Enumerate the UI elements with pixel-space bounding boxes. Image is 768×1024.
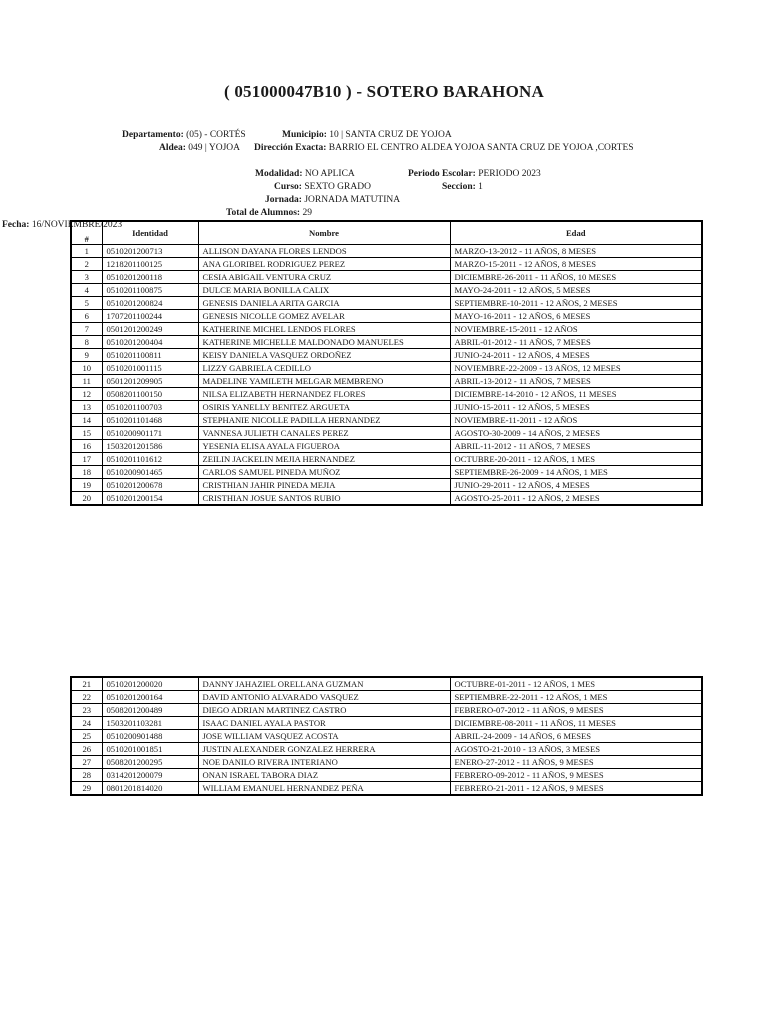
- cell-edad: AGOSTO-21-2010 - 13 AÑOS, 3 MESES: [450, 743, 702, 756]
- cell-edad: FEBRERO-09-2012 - 11 AÑOS, 9 MESES: [450, 769, 702, 782]
- cell-edad: DICIEMBRE-26-2011 - 11 AÑOS, 10 MESES: [450, 271, 702, 284]
- table-header-row: [71, 221, 702, 245]
- cell-identidad: 0510201001115: [102, 362, 198, 375]
- cell-edad: SEPTIEMBRE-26-2009 - 14 AÑOS, 1 MES: [450, 466, 702, 479]
- info-row-seccion: [442, 181, 483, 193]
- cell-number: 9: [71, 349, 102, 362]
- table-row: [71, 336, 702, 349]
- cell-nombre: ISAAC DANIEL AYALA PASTOR: [198, 717, 450, 730]
- cell-identidad: 0508201200295: [102, 756, 198, 769]
- cell-edad: OCTUBRE-20-2011 - 12 AÑOS, 1 MES: [450, 453, 702, 466]
- cell-identidad: 0510201200713: [102, 245, 198, 258]
- table-row: [71, 362, 702, 375]
- cell-nombre: ZEILIN JACKELIN MEJIA HERNANDEZ: [198, 453, 450, 466]
- cell-edad: MARZO-13-2012 - 11 AÑOS, 8 MESES: [450, 245, 702, 258]
- table-row: [71, 323, 702, 336]
- direccion-label: Dirección Exacta:: [254, 143, 327, 153]
- cell-identidad: 0510201101468: [102, 414, 198, 427]
- cell-number: 5: [71, 297, 102, 310]
- cell-nombre: CARLOS SAMUEL PINEDA MUÑOZ: [198, 466, 450, 479]
- cell-edad: NOVIEMBRE-15-2011 - 12 AÑOS: [450, 323, 702, 336]
- cell-number: 6: [71, 310, 102, 323]
- cell-edad: FEBRERO-21-2011 - 12 AÑOS, 9 MESES: [450, 782, 702, 796]
- cell-nombre: CRISTHIAN JOSUE SANTOS RUBIO: [198, 492, 450, 506]
- table-row: [71, 414, 702, 427]
- table-row: [71, 427, 702, 440]
- cell-identidad: 0510201101612: [102, 453, 198, 466]
- cell-number: 15: [71, 427, 102, 440]
- table-row: [71, 388, 702, 401]
- cell-identidad: 0510200901488: [102, 730, 198, 743]
- table-row: [71, 245, 702, 258]
- cell-edad: AGOSTO-30-2009 - 14 AÑOS, 2 MESES: [450, 427, 702, 440]
- municipio-value: 10 | SANTA CRUZ DE YOJOA: [329, 130, 452, 140]
- cell-identidad: 0314201200079: [102, 769, 198, 782]
- total-value: 29: [302, 208, 312, 218]
- cell-edad: MARZO-15-2011 - 12 AÑOS, 8 MESES: [450, 258, 702, 271]
- curso-label: Curso:: [274, 182, 302, 192]
- table-row: [71, 769, 702, 782]
- aldea-value: 049 | YOJOA: [188, 143, 240, 153]
- cell-number: 23: [71, 704, 102, 717]
- info-row-departamento: [122, 129, 246, 141]
- cell-edad: DICIEMBRE-08-2011 - 11 AÑOS, 11 MESES: [450, 717, 702, 730]
- cell-identidad: 1218201100125: [102, 258, 198, 271]
- table-row: [71, 743, 702, 756]
- cell-number: 4: [71, 284, 102, 297]
- cell-number: 20: [71, 492, 102, 506]
- cell-nombre: ANA GLORIBEL RODRIGUEZ PEREZ: [198, 258, 450, 271]
- cell-nombre: DANNY JAHAZIEL ORELLANA GUZMAN: [198, 677, 450, 691]
- cell-nombre: WILLIAM EMANUEL HERNANDEZ PEÑA: [198, 782, 450, 796]
- cell-nombre: CESIA ABIGAIL VENTURA CRUZ: [198, 271, 450, 284]
- cell-nombre: KEISY DANIELA VASQUEZ ORDOÑEZ: [198, 349, 450, 362]
- cell-identidad: 1503201103281: [102, 717, 198, 730]
- modalidad-label: Modalidad:: [255, 169, 303, 179]
- table-row: [71, 756, 702, 769]
- cell-identidad: 0510201100811: [102, 349, 198, 362]
- cell-number: 21: [71, 677, 102, 691]
- cell-edad: AGOSTO-25-2011 - 12 AÑOS, 2 MESES: [450, 492, 702, 506]
- cell-nombre: DAVID ANTONIO ALVARADO VASQUEZ: [198, 691, 450, 704]
- cell-edad: JUNIO-15-2011 - 12 AÑOS, 5 MESES: [450, 401, 702, 414]
- table-row: [71, 677, 702, 691]
- cell-edad: OCTUBRE-01-2011 - 12 AÑOS, 1 MES: [450, 677, 702, 691]
- students-table-body-part2: [71, 677, 702, 795]
- cell-number: 17: [71, 453, 102, 466]
- cell-edad: ABRIL-01-2012 - 11 AÑOS, 7 MESES: [450, 336, 702, 349]
- info-row-municipio: [282, 129, 452, 141]
- cell-number: 19: [71, 479, 102, 492]
- cell-number: 24: [71, 717, 102, 730]
- cell-identidad: 0510201200404: [102, 336, 198, 349]
- cell-number: 1: [71, 245, 102, 258]
- cell-number: 13: [71, 401, 102, 414]
- cell-number: 10: [71, 362, 102, 375]
- cell-nombre: MADELINE YAMILETH MELGAR MEMBRENO: [198, 375, 450, 388]
- cell-edad: ABRIL-24-2009 - 14 AÑOS, 6 MESES: [450, 730, 702, 743]
- table-row: [71, 440, 702, 453]
- cell-edad: ABRIL-13-2012 - 11 AÑOS, 7 MESES: [450, 375, 702, 388]
- cell-edad: DICIEMBRE-14-2010 - 12 AÑOS, 11 MESES: [450, 388, 702, 401]
- direccion-value: BARRIO EL CENTRO ALDEA YOJOA SANTA CRUZ DE YOJOA ,CORTES: [328, 143, 634, 153]
- cell-edad: SEPTIEMBRE-10-2011 - 12 AÑOS, 2 MESES: [450, 297, 702, 310]
- cell-edad: JUNIO-24-2011 - 12 AÑOS, 4 MESES: [450, 349, 702, 362]
- cell-number: 27: [71, 756, 102, 769]
- cell-nombre: NILSA ELIZABETH HERNANDEZ FLORES: [198, 388, 450, 401]
- cell-nombre: CRISTHIAN JAHIR PINEDA MEJIA: [198, 479, 450, 492]
- cell-nombre: VANNESA JULIETH CANALES PEREZ: [198, 427, 450, 440]
- table-row: [71, 691, 702, 704]
- cell-edad: JUNIO-29-2011 - 12 AÑOS, 4 MESES: [450, 479, 702, 492]
- cell-edad: MAYO-16-2011 - 12 AÑOS, 6 MESES: [450, 310, 702, 323]
- cell-number: 7: [71, 323, 102, 336]
- table-row: [71, 284, 702, 297]
- table-row: [71, 401, 702, 414]
- table-row: [71, 375, 702, 388]
- cell-edad: MAYO-24-2011 - 12 AÑOS, 5 MESES: [450, 284, 702, 297]
- cell-nombre: DULCE MARIA BONILLA CALIX: [198, 284, 450, 297]
- jornada-value: JORNADA MATUTINA: [304, 195, 401, 205]
- cell-identidad: 0510201200678: [102, 479, 198, 492]
- cell-identidad: 0501201200249: [102, 323, 198, 336]
- seccion-value: 1: [478, 182, 483, 192]
- cell-identidad: 0508201200489: [102, 704, 198, 717]
- cell-nombre: OSIRIS YANELLY BENITEZ ARGUETA: [198, 401, 450, 414]
- cell-edad: ABRIL-11-2012 - 11 AÑOS, 7 MESES: [450, 440, 702, 453]
- cell-edad: NOVIEMBRE-11-2011 - 12 AÑOS: [450, 414, 702, 427]
- table-row: [71, 492, 702, 506]
- cell-number: 14: [71, 414, 102, 427]
- jornada-label: Jornada:: [265, 195, 302, 205]
- table-row: [71, 349, 702, 362]
- cell-nombre: LIZZY GABRIELA CEDILLO: [198, 362, 450, 375]
- cell-identidad: 0510201200154: [102, 492, 198, 506]
- total-label: Total de Alumnos:: [226, 208, 301, 218]
- periodo-value: PERIODO 2023: [478, 169, 541, 179]
- cell-identidad: 0508201100150: [102, 388, 198, 401]
- info-row-modalidad: [255, 168, 355, 180]
- page-title: ( 051000047B10 ) - SOTERO BARAHONA: [224, 82, 544, 101]
- cell-identidad: 0510201001851: [102, 743, 198, 756]
- cell-nombre: KATHERINE MICHELLE MALDONADO MANUELES: [198, 336, 450, 349]
- column-header-nombre: Nombre: [198, 221, 450, 245]
- cell-nombre: NOE DANILO RIVERA INTERIANO: [198, 756, 450, 769]
- seccion-label: Seccion:: [442, 182, 476, 192]
- cell-identidad: 0801201814020: [102, 782, 198, 796]
- cell-identidad: 0510201100875: [102, 284, 198, 297]
- students-table-part2: [70, 676, 703, 796]
- info-row-jornada: [265, 194, 400, 206]
- cell-number: 8: [71, 336, 102, 349]
- cell-nombre: DIEGO ADRIAN MARTINEZ CASTRO: [198, 704, 450, 717]
- cell-nombre: KATHERINE MICHEL LENDOS FLORES: [198, 323, 450, 336]
- table-row: [71, 258, 702, 271]
- cell-nombre: STEPHANIE NICOLLE PADILLA HERNANDEZ: [198, 414, 450, 427]
- table-row: [71, 704, 702, 717]
- table-row: [71, 717, 702, 730]
- cell-nombre: ALLISON DAYANA FLORES LENDOS: [198, 245, 450, 258]
- table-row: [71, 271, 702, 284]
- aldea-label: Aldea:: [159, 143, 186, 153]
- table-row: [71, 730, 702, 743]
- students-table-part1: [70, 220, 703, 506]
- table-row: [71, 453, 702, 466]
- cell-number: 22: [71, 691, 102, 704]
- info-row-total: [226, 207, 312, 219]
- cell-nombre: JUSTIN ALEXANDER GONZALEZ HERRERA: [198, 743, 450, 756]
- cell-identidad: 1707201100244: [102, 310, 198, 323]
- cell-number: 16: [71, 440, 102, 453]
- cell-number: 25: [71, 730, 102, 743]
- cell-edad: NOVIEMBRE-22-2009 - 13 AÑOS, 12 MESES: [450, 362, 702, 375]
- column-header-identidad: Identidad: [102, 221, 198, 245]
- students-table-body-part1: [71, 245, 702, 506]
- table-row: [71, 310, 702, 323]
- cell-identidad: 0510201200020: [102, 677, 198, 691]
- cell-edad: FEBRERO-07-2012 - 11 AÑOS, 9 MESES: [450, 704, 702, 717]
- cell-number: 26: [71, 743, 102, 756]
- cell-identidad: 0510200901171: [102, 427, 198, 440]
- table-row: [71, 297, 702, 310]
- cell-identidad: 0510201200118: [102, 271, 198, 284]
- cell-identidad: 1503201201586: [102, 440, 198, 453]
- cell-identidad: 0510201200164: [102, 691, 198, 704]
- table-row: [71, 466, 702, 479]
- departamento-value: (05) - CORTÉS: [186, 130, 246, 140]
- departamento-label: Departamento:: [122, 130, 184, 140]
- cell-number: 11: [71, 375, 102, 388]
- cell-number: 2: [71, 258, 102, 271]
- cell-identidad: 0510201200824: [102, 297, 198, 310]
- cell-number: 3: [71, 271, 102, 284]
- curso-value: SEXTO GRADO: [304, 182, 371, 192]
- cell-number: 12: [71, 388, 102, 401]
- fecha-value: 16/NOVIEMBRE/2023: [31, 220, 123, 230]
- cell-nombre: JOSE WILLIAM VASQUEZ ACOSTA: [198, 730, 450, 743]
- cell-number: 29: [71, 782, 102, 796]
- modalidad-value: NO APLICA: [304, 169, 355, 179]
- table-row: [71, 782, 702, 796]
- info-row-aldea: [159, 142, 240, 154]
- fecha-label: Fecha:: [2, 220, 30, 230]
- cell-nombre: ONAN ISRAEL TABORA DIAZ: [198, 769, 450, 782]
- cell-nombre: YESENIA ELISA AYALA FIGUEROA: [198, 440, 450, 453]
- cell-edad: SEPTIEMBRE-22-2011 - 12 AÑOS, 1 MES: [450, 691, 702, 704]
- info-row-periodo: [408, 168, 541, 180]
- cell-nombre: GENESIS DANIELA ARITA GARCIA: [198, 297, 450, 310]
- cell-nombre: GENESIS NICOLLE GOMEZ AVELAR: [198, 310, 450, 323]
- cell-number: 28: [71, 769, 102, 782]
- table-row: [71, 479, 702, 492]
- info-row-curso: [274, 181, 371, 193]
- cell-identidad: 0510200901465: [102, 466, 198, 479]
- cell-identidad: 0501201209905: [102, 375, 198, 388]
- column-header-number: #: [71, 221, 102, 245]
- cell-identidad: 0510201100703: [102, 401, 198, 414]
- municipio-label: Municipio:: [282, 130, 327, 140]
- periodo-label: Periodo Escolar:: [408, 169, 476, 179]
- cell-edad: ENERO-27-2012 - 11 AÑOS, 9 MESES: [450, 756, 702, 769]
- column-header-edad: Edad: [450, 221, 702, 245]
- info-row-direccion: [254, 142, 634, 154]
- cell-number: 18: [71, 466, 102, 479]
